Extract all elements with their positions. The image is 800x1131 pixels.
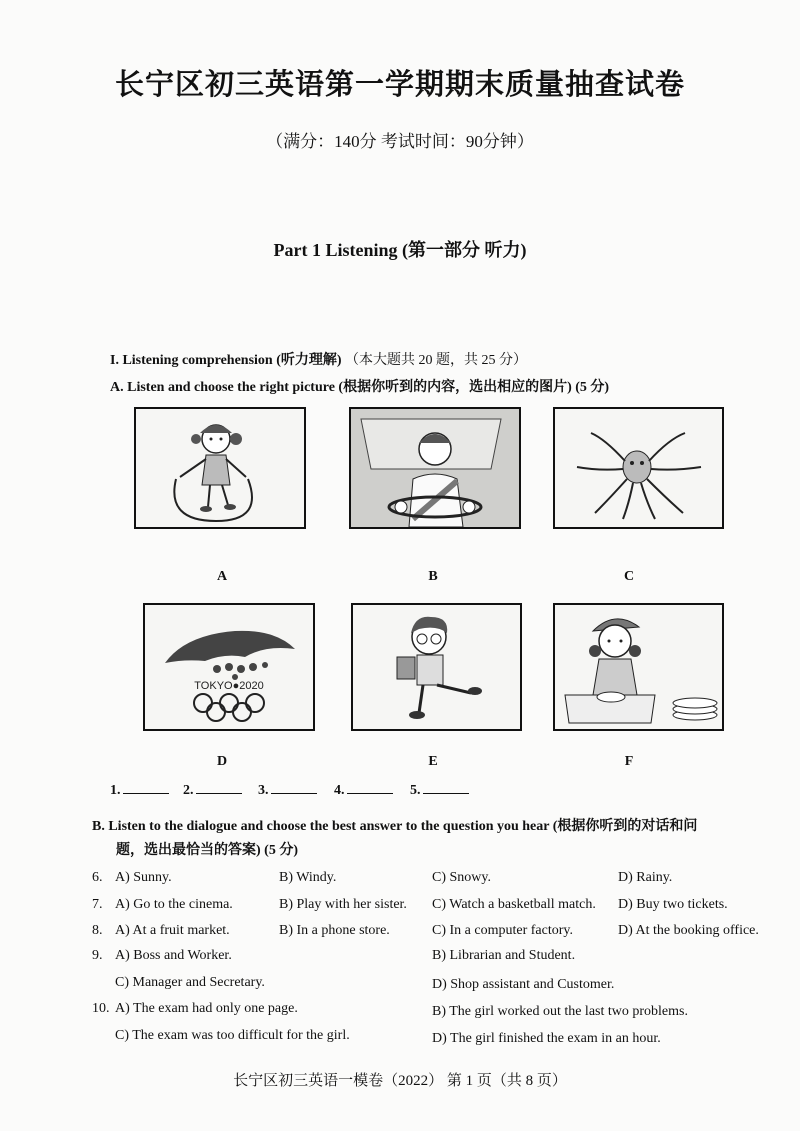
- question-8-option-d[interactable]: D) At the booking office.: [618, 923, 759, 938]
- picture-b-label: B: [428, 569, 438, 584]
- blank-number: 4.: [334, 783, 345, 798]
- question-9-option-a[interactable]: A) Boss and Worker.: [115, 948, 232, 963]
- answer-blank-4[interactable]: [334, 781, 393, 799]
- girl-washing-dishes-icon: [555, 605, 722, 729]
- question-6-option-d[interactable]: D) Rainy.: [618, 870, 673, 885]
- picture-c-label: C: [623, 569, 635, 584]
- question-6-number: 6.: [92, 870, 103, 885]
- question-6-option-c[interactable]: C) Snowy.: [432, 870, 491, 885]
- question-8-option-b[interactable]: B) In a phone store.: [279, 923, 390, 938]
- question-7-number: 7.: [92, 897, 103, 912]
- question-7-option-c[interactable]: C) Watch a basketball match.: [432, 897, 596, 912]
- girl-skipping-rope-icon: [136, 409, 304, 527]
- picture-a: [134, 407, 306, 529]
- question-7-option-d[interactable]: D) Buy two tickets.: [618, 897, 728, 912]
- blank-number: 3.: [258, 783, 269, 798]
- section-I-info: （本大题共 20 题，共 25 分）: [345, 353, 528, 368]
- man-driving-car-icon: [351, 409, 519, 527]
- question-10-option-a[interactable]: A) The exam had only one page.: [115, 1001, 298, 1016]
- part-title: Part 1 Listening (第一部分 听力): [273, 240, 527, 260]
- question-9-option-b[interactable]: B) Librarian and Student.: [432, 948, 576, 963]
- section-B-heading-line2: 题，选出最恰当的答案) (5 分): [116, 843, 298, 858]
- section-I-title: I. Listening comprehension (听力理解): [110, 353, 342, 368]
- question-10-option-b[interactable]: B) The girl worked out the last two problems.: [432, 1004, 688, 1019]
- picture-c: [553, 407, 724, 529]
- exam-info: （满分：140分 考试时间：90分钟）: [266, 132, 534, 151]
- picture-e-label: E: [428, 754, 438, 769]
- answer-blank-5[interactable]: [410, 781, 469, 799]
- question-10-number: 10.: [92, 1001, 110, 1016]
- question-6-option-a[interactable]: A) Sunny.: [115, 870, 172, 885]
- section-I-heading: [110, 349, 527, 369]
- tokyo-2020-caption: TOKYO●2020: [194, 680, 264, 692]
- question-10-option-c[interactable]: C) The exam was too difficult for the girl.: [115, 1028, 350, 1043]
- question-9-option-d[interactable]: D) Shop assistant and Customer.: [432, 977, 615, 992]
- blank-number: 1.: [110, 783, 121, 798]
- question-8-option-a[interactable]: A) At a fruit market.: [115, 923, 230, 938]
- picture-e: [351, 603, 522, 731]
- picture-b: [349, 407, 521, 529]
- answer-blank-2[interactable]: [183, 781, 242, 799]
- page-footer: 长宁区初三英语一模卷（2022） 第 1 页（共 8 页）: [233, 1073, 567, 1089]
- picture-d-label: D: [216, 754, 228, 769]
- octopus-icon: [555, 409, 722, 527]
- blank-number: 5.: [410, 783, 421, 798]
- question-7-option-b[interactable]: B) Play with her sister.: [279, 897, 407, 912]
- answer-blank-3[interactable]: [258, 781, 317, 799]
- picture-d: [143, 603, 315, 731]
- question-8-option-c[interactable]: C) In a computer factory.: [432, 923, 573, 938]
- page-title: 长宁区初三英语第一学期期末质量抽查试卷: [114, 67, 685, 101]
- question-9-number: 9.: [92, 948, 103, 963]
- question-8-number: 8.: [92, 923, 103, 938]
- tokyo-2020-olympics-icon: [145, 605, 313, 729]
- blank-number: 2.: [183, 783, 194, 798]
- section-B-heading: [92, 815, 792, 863]
- question-9-option-c[interactable]: C) Manager and Secretary.: [115, 975, 265, 990]
- section-A-heading: A. Listen and choose the right picture (根据你听到的内容，选出相应的图片) (5 分): [110, 380, 610, 395]
- answer-blank-1[interactable]: [110, 781, 169, 799]
- picture-f-label: F: [624, 754, 634, 769]
- question-10-option-d[interactable]: D) The girl finished the exam in an hour.: [432, 1031, 661, 1046]
- section-B-heading-line1: B. Listen to the dialogue and choose the best answer to the question you hear (根据你听到的对话和问: [92, 819, 698, 834]
- question-7-option-a[interactable]: A) Go to the cinema.: [115, 897, 233, 912]
- picture-f: [553, 603, 724, 731]
- boy-walking-with-book-icon: [353, 605, 520, 729]
- question-6-option-b[interactable]: B) Windy.: [279, 870, 337, 885]
- picture-a-label: A: [216, 569, 228, 584]
